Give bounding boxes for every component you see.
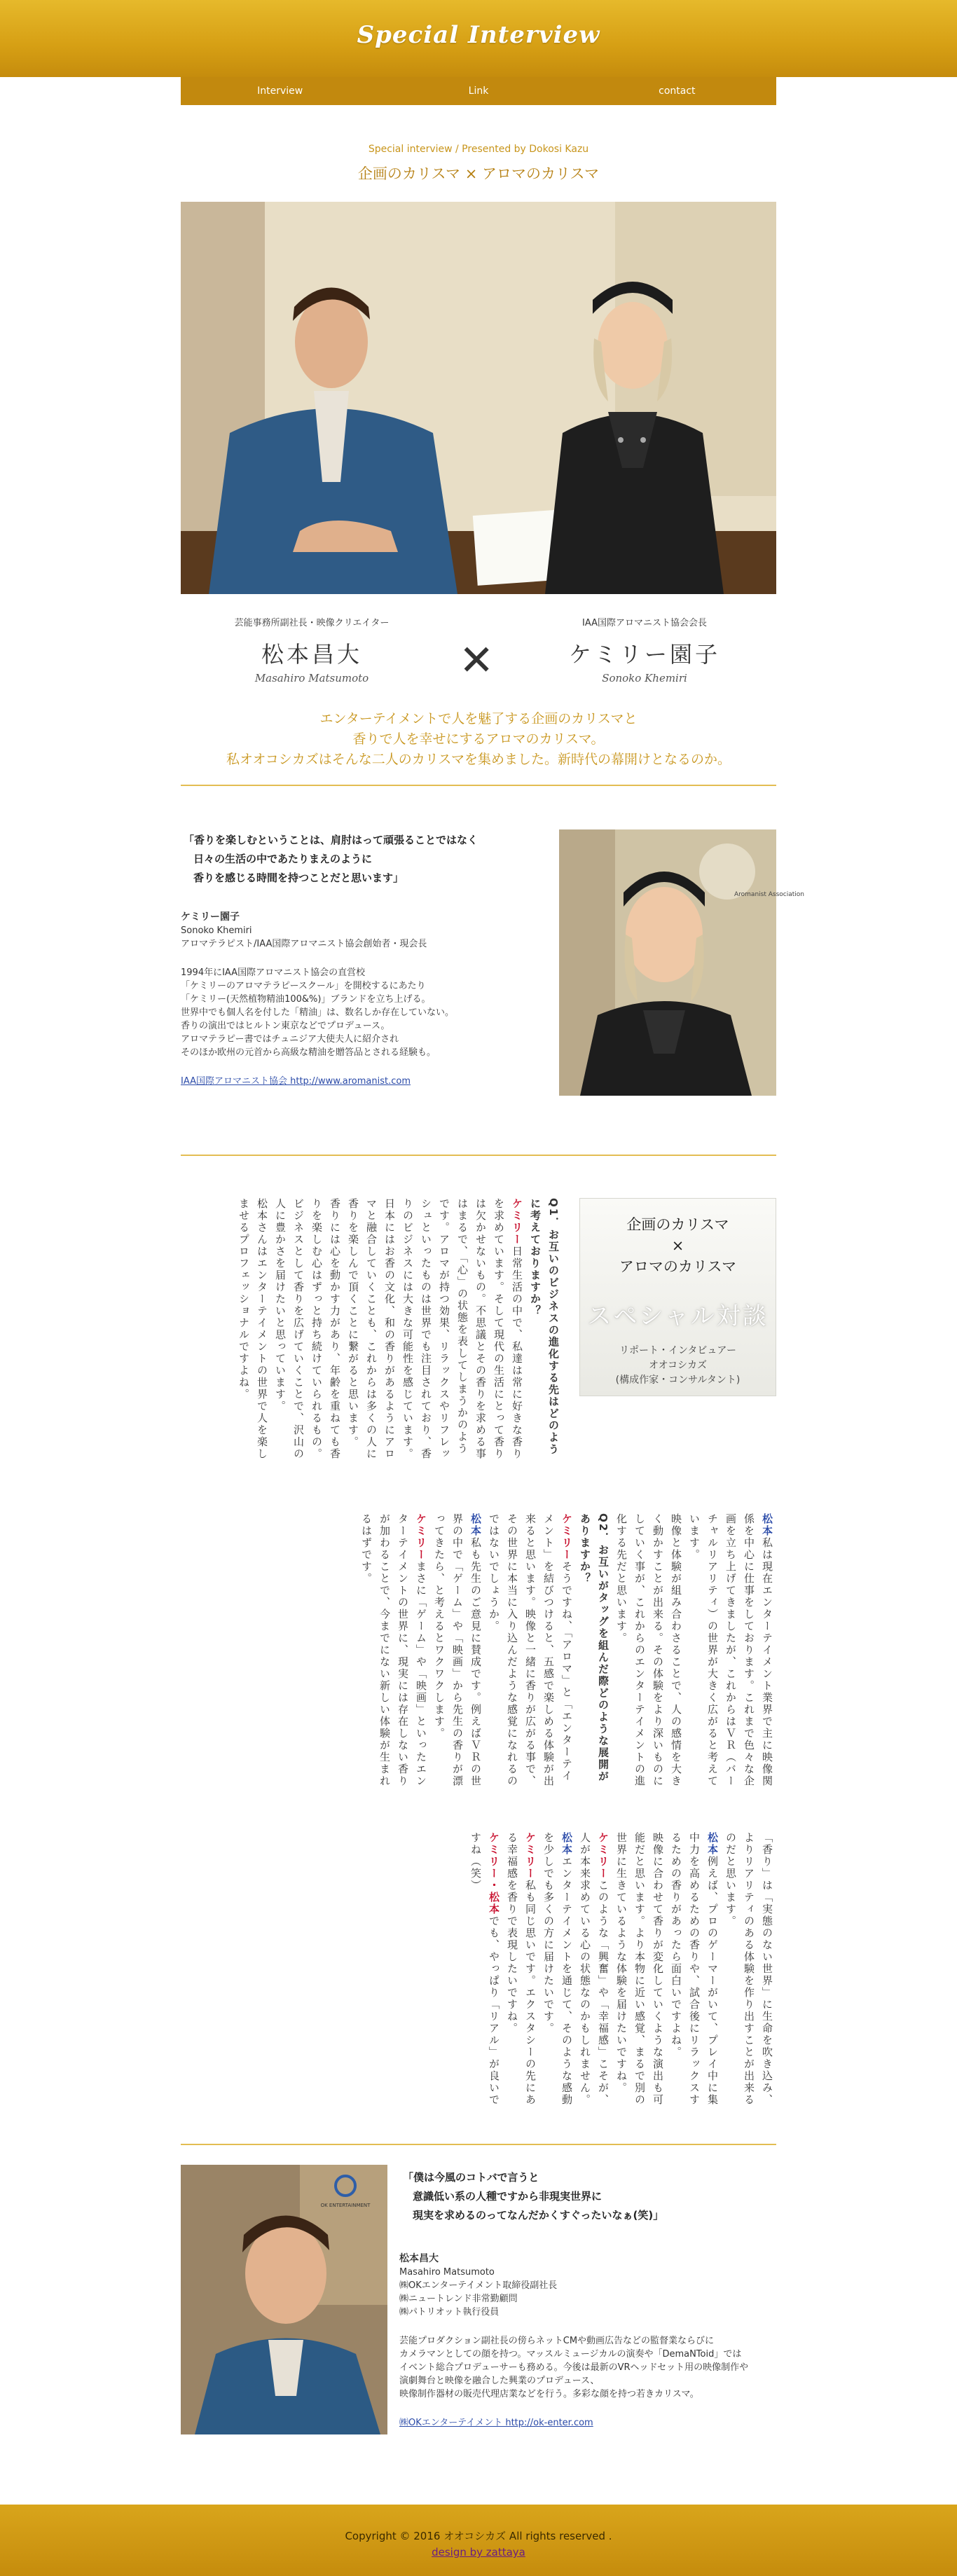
dialogue-paragraph xyxy=(685,1513,776,1793)
site-footer xyxy=(0,2505,957,2576)
main-nav xyxy=(181,77,776,105)
matsumoto-bio xyxy=(399,2252,778,2430)
speaker-label: ケミリー xyxy=(415,1513,427,1561)
dialogue-paragraph xyxy=(503,1832,539,2112)
matsumoto-portrait-illustration xyxy=(181,2165,387,2434)
lead-line: 私オオコシカズはそんな二人のカリスマを集めました。新時代の幕開けとなるのか。 xyxy=(226,752,731,767)
matsumoto-quote xyxy=(403,2168,776,2225)
bio-line: 「ケミリーのアロマテラピースクール」を開校するにあたり xyxy=(181,981,426,991)
ok-logo: OK ENTERTAINMENT xyxy=(320,2203,371,2208)
speaker-label: ケミリー xyxy=(524,1832,537,1880)
nav-contact[interactable]: contact xyxy=(659,85,696,97)
aromanist-badge: Aromanist Association xyxy=(734,891,804,898)
speaker-label: 松本 xyxy=(469,1513,482,1537)
card-headline: スペシャル対談 xyxy=(587,1302,769,1330)
dialogue-paragraph xyxy=(576,1832,612,2112)
person-left-name: 松本昌大 xyxy=(261,641,362,668)
hero-photo-illustration xyxy=(181,202,776,594)
sonoko-title: アロマテラピスト/IAA国際アロマニスト協会創始者・現会長 xyxy=(181,939,427,949)
dialogue-paragraph xyxy=(399,1198,526,1464)
dialogue-text: 松本さんはエンターテイメントの世界で人を楽しませるプロフェッショナルですよね。 xyxy=(237,1198,268,1460)
divider xyxy=(181,2144,776,2145)
person-right-name: ケミリー園子 xyxy=(568,641,720,668)
dialogue-text: まさに「ゲーム」や「映画」といったエンターテイメントの世界に、現実には存在しない香りが加わることで、今までにない新しい体験が生まれるはずです。 xyxy=(360,1513,427,1787)
intro-title: 企画のカリスマ × アロマのカリスマ xyxy=(357,165,600,182)
dialogue-paragraph xyxy=(344,1198,399,1464)
dialogue-paragraph xyxy=(667,1832,722,2112)
copyright: Copyright © 2016 オオコシカズ All rights reserved . xyxy=(345,2530,612,2542)
hero-photo xyxy=(181,202,776,594)
dialogue-block-1 xyxy=(181,1198,563,1464)
card-title-line: 企画のカリスマ xyxy=(626,1216,729,1233)
site-header xyxy=(0,0,957,77)
person-left-role: 芸能事務所副社長・映像クリエイター xyxy=(234,618,390,628)
divider xyxy=(181,1155,776,1156)
dialogue-paragraph xyxy=(235,1198,271,1464)
person-left-roman: Masahiro Matsumoto xyxy=(254,672,369,684)
dialogue-text: このような「興奮」や「幸福感」こそが、人が本来求めている心の状態なのかもしれません。 xyxy=(579,1832,610,2106)
dialogue-text: 映像と体験が組み合わさることで、人の感情を大きく動かすことが出来る。その体験をより深いものにしていく事が、これからのエンターテイメントの進化する先だと思います。 xyxy=(615,1513,682,1787)
dialogue-text: 「香り」は「実態のない世界」に生命を吹き込み、よりリアリティのある体験を作り出すことが出来るのだと思います。 xyxy=(724,1832,773,2106)
matsumoto-name: 松本昌大 xyxy=(399,2253,439,2264)
person-right xyxy=(546,615,743,684)
lead-line: 香りで人を幸せにするアロマのカリスマ。 xyxy=(352,731,605,747)
dialogue-text: でも、やっぱり「リアル」が良いですね（笑） xyxy=(469,1832,500,2106)
dialogue-paragraph xyxy=(467,1832,503,2112)
sonoko-name: ケミリー園子 xyxy=(181,911,240,923)
dialogue-question: Q1．お互いのビジネスの進化する先はどのように考えておりますか？ xyxy=(529,1198,560,1456)
bio-line: 世界中でも個人名を付した「精油」は、数名しか存在していない。 xyxy=(181,1007,455,1018)
sonoko-bio xyxy=(181,911,559,1088)
speaker-label: ケミリー xyxy=(511,1198,523,1246)
dialogue-text: 日常生活の中で、私達は常に好きな香りを求めています。そして現代の生活にとって香りは欠かせないもの。不思議とその香りを求める事はまるで、「心」の状態を表してしまうかのようです。アロマが持つ効果、リラックスやリフレッシュといったものは世界でも注目されており、香りのビジネスには大きな可能性を感じています。 xyxy=(401,1198,523,1460)
sonoko-roman: Sonoko Khemiri xyxy=(181,925,252,936)
speaker-label: 松本 xyxy=(761,1513,773,1537)
card-report-line: (構成作家・コンサルタント) xyxy=(615,1375,741,1386)
matsumoto-portrait xyxy=(181,2165,387,2434)
divider xyxy=(181,785,776,786)
dialogue-paragraph xyxy=(612,1832,667,2112)
card-title xyxy=(580,1214,776,1277)
cross-symbol: ✕ xyxy=(459,636,495,685)
aromanist-link[interactable]: IAA国際アロマニスト協会 http://www.aromanist.com xyxy=(181,1076,411,1087)
card-report xyxy=(580,1344,776,1388)
quote-line: 日々の生活の中であたりまえのように xyxy=(193,853,373,865)
dialogue-text: 私も先生のご意見に賛成です。例えばＶＲの世界の中で「ゲーム」や「映画」から先生の香りが漂ってきたら、と考えるとワクワクします。 xyxy=(433,1513,482,1787)
quote-line: 現実を求めるのってなんだかくすぐったいなぁ(笑)」 xyxy=(413,2209,664,2222)
dialogue-paragraph xyxy=(722,1832,776,2112)
dialogue-text: 例えば、プロのゲーマーがいて、プレイ中に集中力を高めるための香りや、試合後にリラックスするための香りがあったら面白いですよね。 xyxy=(670,1832,719,2106)
dialogue-text: 私は現在エンターテイメント業界で主に映像関係を中心に仕事をしております。これまで色々な企画を立ち上げてきましたが、これからはＶＲ（バーチャルリアリティ）の世界が大きく広がると考えています。 xyxy=(688,1513,773,1787)
bio-line: カメラマンとしての顔を持つ。マッスルミュージカルの演奏や「DemaNToid」では xyxy=(399,2349,742,2360)
matsumoto-roman: Masahiro Matsumoto xyxy=(399,2267,495,2278)
design-credit-link[interactable]: design by zattaya xyxy=(432,2546,525,2558)
bio-line: 芸能プロダクション副社長の傍らネットCMや動画広告などの監督業ならびに xyxy=(399,2336,715,2346)
dialogue-paragraph xyxy=(485,1513,576,1793)
intro-subtitle: Special interview / Presented by Dokosi Kazu xyxy=(368,144,589,155)
nav-interview[interactable]: Interview xyxy=(257,85,303,97)
matsumoto-title: ㈱パトリオット執行役員 xyxy=(399,2307,500,2317)
bio-line: アロマテラピー書ではチュニジア大使夫人に紹介され xyxy=(181,1034,399,1045)
bio-line: 演劇舞台と映像を融合した興業のプロデュース、 xyxy=(399,2376,600,2386)
speaker-label: ケミリー xyxy=(560,1513,573,1561)
ok-enter-link[interactable]: ㈱OKエンターテイメント http://ok-enter.com xyxy=(399,2418,593,2428)
card-report-line: オオコシカズ xyxy=(648,1360,708,1371)
interview-card xyxy=(579,1198,776,1396)
dialogue-text: エンターテイメントを通じて、そのような感動を少しでも多くの方に届けたいです。 xyxy=(542,1832,573,2106)
bio-line: そのほか欧州の元首から高級な精油を贈答品とされる経験も。 xyxy=(181,1047,436,1058)
speaker-label: 松本 xyxy=(706,1832,719,1856)
matsumoto-title: ㈱OKエンターテイメント取締役副社長 xyxy=(399,2280,558,2291)
dialogue-block-3 xyxy=(181,1832,776,2112)
card-title-line: アロマのカリスマ xyxy=(619,1258,737,1275)
card-title-line: × xyxy=(671,1237,684,1254)
sonoko-portrait-illustration xyxy=(559,829,804,1096)
bio-line: 1994年にIAA国際アロマニスト協会の直営校 xyxy=(181,967,366,978)
dialogue-paragraph xyxy=(271,1198,344,1464)
dialogue-paragraph xyxy=(357,1513,430,1793)
speaker-label: ケミリー xyxy=(597,1832,610,1880)
quote-line: 香りを感じる時間を持つことだと思います」 xyxy=(193,872,404,884)
nav-link[interactable]: Link xyxy=(468,85,489,97)
dialogue-paragraph xyxy=(612,1513,685,1793)
speaker-label: ケミリー・松本 xyxy=(488,1832,500,1915)
person-right-roman: Sonoko Khemiri xyxy=(602,672,687,684)
dialogue-text: 香りには心を動かす力があり、年齢を重ねても香りを楽しむ心はずっと持ち続けていられるもの。ビジネスとして香りを広げていくことで、沢山の人に豊かさを届けたいと思っています。 xyxy=(274,1198,341,1460)
dialogue-text: 私も同じ思いです。エクスタシーの先にある幸福感を香りで表現したいですね。 xyxy=(506,1832,537,2106)
quote-line: 「僕は今風のコトバで言うと xyxy=(403,2171,539,2184)
bio-line: 映像制作器材の販売代理店業などを行う。多彩な顔を持つ若きカリスマ。 xyxy=(399,2389,699,2399)
dialogue-text: 映像に合わせて香りが変化していくような演出も可能だと思います。より本物に近い感覚、まるで別の世界に生きているような体験を届けたいですね。 xyxy=(615,1832,664,2106)
person-right-role: IAA国際アロマニスト協会会長 xyxy=(582,618,707,628)
quote-line: 「香りを楽しむということは、肩肘はって頑張ることではなく xyxy=(184,834,478,846)
dialogue-text: そうですね、「アロマ」と「エンターテイメント」を結びつけると、五感で楽しめる体験が出来ると思います。映像と一緒に香りが広がる事で、その世界に本当に入り込んだような感覚になれるのではないでしょうか。 xyxy=(488,1513,573,1787)
card-report-line: リポート・インタビュアー xyxy=(619,1345,737,1356)
bio-line: イベント総合プロデューサーも務める。今後は最新のVRヘッドセット用の映像制作や xyxy=(399,2362,749,2373)
quote-line: 意識低い系の人種ですから非現実世界に xyxy=(413,2190,603,2203)
dialogue-paragraph xyxy=(430,1513,485,1793)
lead-line: エンターテイメントで人を魅了する企画のカリスマと xyxy=(319,711,638,726)
dialogue-paragraph xyxy=(539,1832,576,2112)
speaker-label: 松本 xyxy=(560,1832,573,1856)
matsumoto-title: ㈱ニュートレンド非常勤顧問 xyxy=(399,2294,518,2304)
site-title: Special Interview xyxy=(357,21,600,49)
bio-line: 香りの演出ではヒルトン東京などでプロデュース。 xyxy=(181,1021,390,1031)
sonoko-quote xyxy=(184,831,548,888)
lead-text xyxy=(181,709,776,770)
person-left xyxy=(214,615,410,684)
dialogue-question: Q2．お互いがタッグを組んだ際どのような展開がありますか？ xyxy=(579,1513,610,1783)
bio-line: 「ケミリー(天然植物精油100&%)」ブランドを立ち上げる。 xyxy=(181,994,431,1005)
dialogue-text: 日本にはお香の文化、和の香りがあるようにアロマと融合していくことも、これからは多くの人に香りを楽しんで頂くことに繋がると思います。 xyxy=(347,1198,396,1460)
sonoko-portrait xyxy=(559,829,804,1096)
dialogue-block-2 xyxy=(181,1513,776,1793)
